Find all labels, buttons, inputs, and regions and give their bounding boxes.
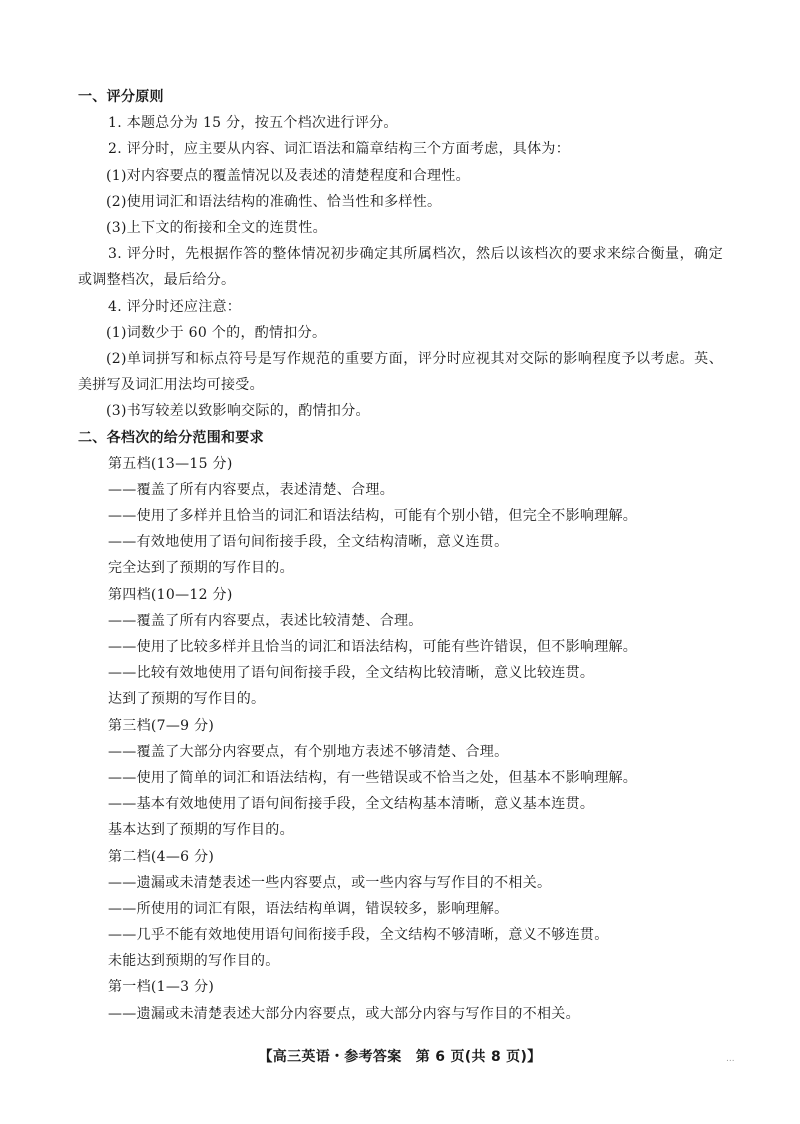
principle-subitem: (1)对内容要点的覆盖情况以及表述的清楚程度和合理性。 — [106, 167, 470, 184]
section-heading-principles: 一、评分原则 — [78, 89, 164, 105]
level-title: 第三档(7—9 分) — [108, 717, 215, 734]
footer-mark: ... — [726, 1054, 735, 1064]
level-point: ——覆盖了大部分内容要点，有个别地方表述不够清楚、合理。 — [108, 743, 509, 760]
principle-subitem: (3)书写较差以致影响交际的，酌情扣分。 — [106, 403, 370, 420]
principle-item: 1. 本题总分为 15 分，按五个档次进行评分。 — [108, 115, 398, 132]
principle-subitem: (1)词数少于 60 个的，酌情扣分。 — [106, 324, 327, 341]
principle-subitem-wrapped: (2)单词拼写和标点符号是写作规范的重要方面，评分时应视其对交际的影响程度予以考虑。英、美拼写及词汇用法均可接受。 — [78, 350, 723, 394]
level-title: 第四档(10—12 分) — [108, 586, 233, 603]
level-point: ——所使用的词汇有限，语法结构单调，错误较多，影响理解。 — [108, 900, 509, 917]
principle-item: 4. 评分时还应注意： — [108, 298, 242, 315]
level-summary: 完全达到了预期的写作目的。 — [108, 560, 294, 577]
principle-item: 2. 评分时，应主要从内容、词汇语法和篇章结构三个方面考虑，具体为： — [108, 141, 571, 158]
level-point: ——比较有效地使用了语句间衔接手段，全文结构比较清晰，意义比较连贯。 — [108, 665, 595, 682]
page-footer: 【高三英语・参考答案 第 6 页(共 8 页)】 — [258, 1049, 542, 1065]
level-point: ——有效地使用了语句间衔接手段，全文结构清晰，意义连贯。 — [108, 534, 509, 551]
level-title: 第二档(4—6 分) — [108, 848, 215, 865]
level-point: ——使用了简单的词汇和语法结构，有一些错误或不恰当之处，但基本不影响理解。 — [108, 769, 638, 786]
level-summary: 未能达到预期的写作目的。 — [108, 953, 280, 970]
level-point: ——基本有效地使用了语句间衔接手段，全文结构基本清晰，意义基本连贯。 — [108, 796, 595, 813]
level-title: 第五档(13—15 分) — [108, 455, 233, 472]
principle-subitem: (3)上下文的衔接和全文的连贯性。 — [106, 219, 327, 236]
level-title: 第一档(1—3 分) — [108, 979, 215, 996]
level-summary: 基本达到了预期的写作目的。 — [108, 822, 294, 839]
level-point: ——使用了比较多样并且恰当的词汇和语法结构，可能有些许错误，但不影响理解。 — [108, 639, 638, 655]
level-summary: 达到了预期的写作目的。 — [108, 691, 266, 708]
principle-subitem: (2)使用词汇和语法结构的准确性、恰当性和多样性。 — [106, 193, 442, 210]
level-point: ——几乎不能有效地使用语句间衔接手段，全文结构不够清晰，意义不够连贯。 — [108, 927, 609, 944]
section-heading-levels: 二、各档次的给分范围和要求 — [78, 429, 264, 446]
level-point: ——覆盖了所有内容要点，表述比较清楚、合理。 — [108, 612, 423, 629]
level-point: ——遗漏或未清楚表述大部分内容要点，或大部分内容与写作目的不相关。 — [108, 1005, 580, 1022]
level-point: ——使用了多样并且恰当的词汇和语法结构，可能有个别小错，但完全不影响理解。 — [108, 508, 638, 525]
level-point: ——覆盖了所有内容要点，表述清楚、合理。 — [108, 481, 394, 498]
page-content — [78, 84, 728, 1027]
principle-item-wrapped: 3. 评分时，先根据作答的整体情况初步确定其所属档次，然后以该档次的要求来综合衡量，确定或调整档次，最后给分。 — [78, 246, 723, 289]
level-point: ——遗漏或未清楚表述一些内容要点，或一些内容与写作目的不相关。 — [108, 874, 552, 891]
